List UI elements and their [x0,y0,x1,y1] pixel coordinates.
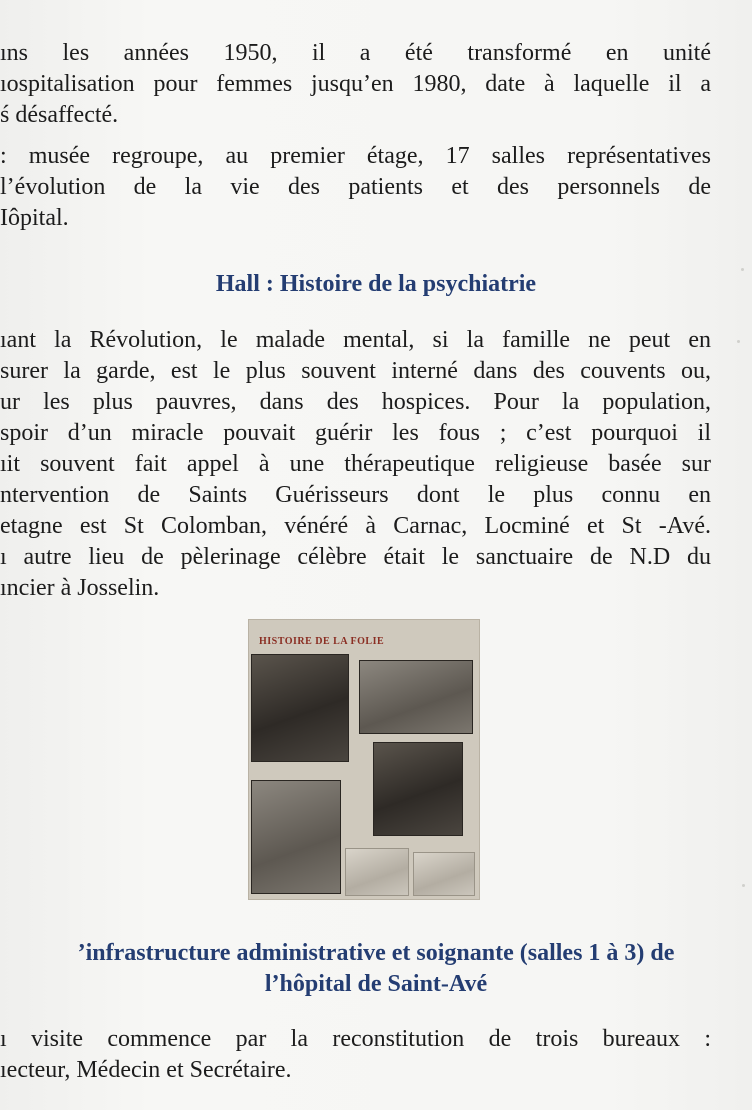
text-line: ıecteur, Médecin et Secrétaire. [0,1057,292,1083]
heading-text-line: l’hôpital de Saint-Avé [264,971,488,997]
historic-engraving-asylum [251,780,341,894]
text-line: ıit souvent fait appel à une thérapeutique religieuse basée sur [0,451,711,477]
text-line: ıns les années 1950, il a été transformé en unité [0,40,711,66]
text-line: l’évolution de la vie des patients et des personnels de [0,174,711,200]
text-line: spoir d’un miracle pouvait guérir les fous ; c’est pourquoi il [0,420,711,446]
paper-speck [737,340,740,343]
historic-photo-doctors [251,654,349,762]
paragraph-psychiatry-history [0,325,711,604]
heading-text: Hall : Histoire de la psychiatrie [215,271,537,297]
paragraph-museum-rooms [0,141,711,234]
paragraph-hospital-history [0,38,711,131]
text-line: ıncier à Josselin. [0,575,160,601]
text-line: ur les plus pauvres, dans des hospices. Pour la population, [0,389,711,415]
text-line: ś désaffecté. [0,102,119,128]
text-line: ı visite commence par la reconstitution de trois bureaux : [0,1026,711,1052]
historic-photo-patients [373,742,463,836]
photo-histoire-de-la-folie-panel [248,619,480,900]
text-line: ntervention de Saints Guérisseurs dont le plus connu en [0,482,711,508]
text-line: ıant la Révolution, le malade mental, si la famille ne peut en [0,327,711,353]
text-line: Iôpital. [0,205,69,231]
text-line: ı autre lieu de pèlerinage célèbre était le sanctuaire de N.D du [0,544,711,570]
text-line: etagne est St Colomban, vénéré à Carnac, Locminé et St -Avé. [0,513,711,539]
historic-sketch-bed [413,852,475,896]
text-line: surer la garde, est le plus souvent interné dans des couvents ou, [0,358,711,384]
section-heading-hall [0,269,752,300]
paragraph-visit-start [0,1024,711,1086]
historic-photo-ward [359,660,473,734]
paper-speck [741,268,744,271]
heading-text-line: ’infrastructure administrative et soignante (salles 1 à 3) de [77,940,675,966]
section-heading-infrastructure [0,938,752,1000]
paper-speck [742,884,745,887]
figure-title: HISTOIRE DE LA FOLIE [259,636,385,647]
text-line: : musée regroupe, au premier étage, 17 salles représentatives [0,143,711,169]
historic-sketch-patient [345,848,409,896]
text-line: ıospitalisation pour femmes jusqu’en 1980, date à laquelle il a [0,71,711,97]
